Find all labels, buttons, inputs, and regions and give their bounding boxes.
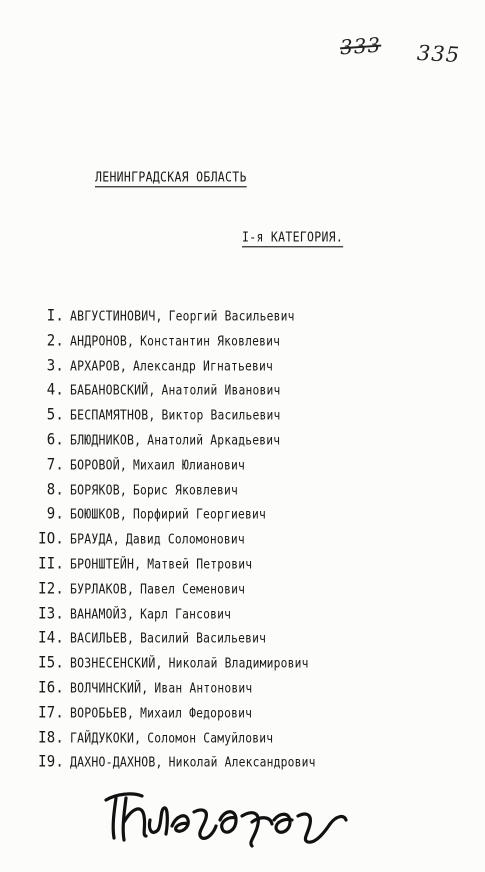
entry-number: 7. xyxy=(46,455,64,475)
struck-page-number: 333 xyxy=(339,32,382,60)
entry-given-names: Василий Васильевич xyxy=(140,631,267,647)
entry-given-names: Матвей Петрович xyxy=(147,556,253,572)
entry-surname: ДАХНО-ДАХНОВ, xyxy=(70,754,163,771)
entry-surname: ВОЗНЕСЕНСКИЙ, xyxy=(70,655,163,672)
entry-given-names: Николай Владимирович xyxy=(168,656,309,672)
entry-surname: ВАСИЛЬЕВ, xyxy=(70,630,135,647)
entry-given-names: Николай Александрович xyxy=(168,755,316,771)
entry-surname: ВОЛЧИНСКИЙ, xyxy=(70,680,149,697)
entry-given-names: Константин Яковлевич xyxy=(140,333,281,349)
entry-given-names: Павел Семенович xyxy=(140,581,246,597)
entry-given-names: Соломон Самуйлович xyxy=(147,730,274,746)
entry-surname: ГАЙДУКОКИ, xyxy=(70,729,142,746)
entry-number: 4. xyxy=(46,381,64,400)
entry-given-names: Александр Игнатьевич xyxy=(133,358,274,374)
entry-number: 2. xyxy=(46,331,64,351)
entry-number: I6. xyxy=(38,679,64,698)
handwritten-signature xyxy=(102,786,352,856)
entry-number: I8. xyxy=(38,728,64,748)
entry-number: I5. xyxy=(38,654,64,673)
entry-surname: БРАУДА, xyxy=(70,531,120,548)
entry-number: 3. xyxy=(46,356,64,376)
entry-number: 8. xyxy=(46,480,64,500)
entry-number: I7. xyxy=(38,703,64,723)
entry-number: II. xyxy=(38,555,64,574)
entry-number: IO. xyxy=(38,530,64,549)
entry-given-names: Давид Соломонович xyxy=(125,532,245,548)
entry-number: 6. xyxy=(46,431,64,450)
entry-given-names: Михаил Юлианович xyxy=(133,457,246,473)
document-title: ЛЕНИНГРАДСКАЯ ОБЛАСТЬ xyxy=(95,168,247,186)
entry-given-names: Борис Яковлевич xyxy=(133,482,239,498)
entry-number: 5. xyxy=(46,406,64,425)
entry-given-names: Анатолий Аркадьевич xyxy=(147,432,281,448)
entry-number: 9. xyxy=(46,505,64,524)
entry-given-names: Виктор Васильевич xyxy=(161,408,281,424)
entry-given-names: Михаил Федорович xyxy=(140,705,253,721)
entry-surname: АРХАРОВ, xyxy=(70,357,127,375)
list-item xyxy=(24,699,464,728)
entry-given-names: Анатолий Иванович xyxy=(161,383,281,399)
page-number: 335 xyxy=(416,40,461,68)
entry-surname: АВГУСТИНОВИЧ, xyxy=(70,308,163,325)
entry-number: I2. xyxy=(38,579,64,599)
entry-surname: БАБАНОВСКИЙ, xyxy=(70,382,156,399)
entry-surname: БЛЮДНИКОВ, xyxy=(70,432,142,449)
entry-surname: ВАНАМОЙЗ, xyxy=(70,605,135,623)
entry-number: I. xyxy=(46,307,64,326)
entry-given-names: Порфирий Георгиевич xyxy=(133,507,267,523)
entry-number: I4. xyxy=(38,629,64,648)
entry-surname: БОРЯКОВ, xyxy=(70,481,127,499)
category-heading: I-я КАТЕГОРИЯ. xyxy=(242,228,344,246)
list-item xyxy=(24,748,464,777)
entry-given-names: Иван Антонович xyxy=(154,680,253,696)
entry-number: I3. xyxy=(38,604,64,624)
entry-number: I9. xyxy=(38,753,64,772)
entry-surname: БОЮШКОВ, xyxy=(70,506,127,523)
entry-surname: БОРОВОЙ, xyxy=(70,457,127,474)
entry-surname: АНДРОНОВ, xyxy=(70,333,135,350)
entry-surname: ВОРОБЬЕВ, xyxy=(70,705,135,722)
entry-surname: БУРЛАКОВ, xyxy=(70,581,135,598)
entry-given-names: Георгий Васильевич xyxy=(168,308,295,324)
entry-surname: БРОНШТЕЙН, xyxy=(70,556,142,573)
name-list xyxy=(24,304,464,775)
entry-surname: БЕСПАМЯТНОВ, xyxy=(70,407,156,424)
entry-given-names: Карл Гансович xyxy=(140,606,232,622)
